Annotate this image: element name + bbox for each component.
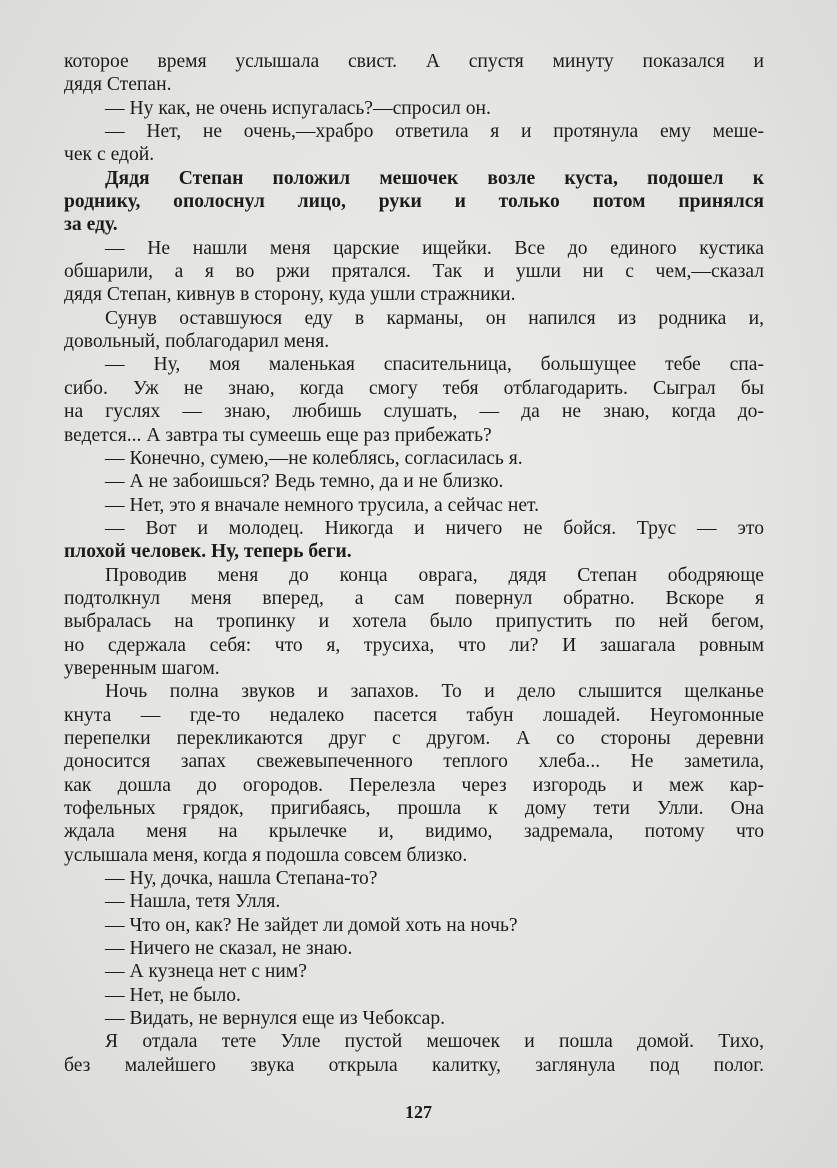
text-line: — Нет, не было.	[105, 984, 241, 1006]
text-line: — Нет, не очень,—храбро ответила я и протянула ему меше-	[105, 121, 764, 143]
text-line: ведется... А завтра ты сумеешь еще раз прибежать?	[64, 424, 492, 446]
text-line: перепелки перекликаются друг с другом. А со стороны деревни	[64, 727, 764, 749]
text-line: как дошла до огородов. Перелезла через изгородь и меж кар-	[64, 774, 764, 796]
text-line: доносится запах свежевыпеченного теплого хлеба... Не заметила,	[64, 751, 764, 773]
text-line: уверенным шагом.	[64, 657, 220, 679]
text-line: — А кузнеца нет с ним?	[105, 961, 307, 983]
text-line: Дядя Степан положил мешочек возле куста, подошел к	[105, 167, 764, 189]
text-line: на гуслях — знаю, любишь слушать, — да не знаю, когда до-	[64, 401, 764, 423]
text-line: выбралась на тропинку и хотела было припустить по ней бегом,	[64, 611, 764, 633]
text-line: — Не нашли меня царские ищейки. Все до единого кустика	[105, 237, 764, 259]
text-line: Проводив меня до конца оврага, дядя Степан ободряюще	[105, 564, 764, 586]
text-line: подтолкнул меня вперед, а сам повернул обратно. Вскоре я	[64, 587, 764, 609]
text-line: плохой человек. Ну, теперь беги.	[64, 541, 352, 563]
text-line: чек с едой.	[64, 144, 155, 166]
text-line: — Что он, как? Не зайдет ли домой хоть на ночь?	[105, 914, 518, 936]
text-line: довольный, поблагодарил меня.	[64, 331, 330, 353]
text-line: — Вот и молодец. Никогда и ничего не бойся. Трус — это	[105, 517, 764, 539]
text-line: — А не забоишься? Ведь темно, да и не близко.	[105, 471, 504, 493]
text-line: Сунув оставшуюся еду в карманы, он напился из родника и,	[105, 307, 764, 329]
text-line: — Ничего не сказал, не знаю.	[105, 938, 353, 960]
text-line: — Нет, это я вначале немного трусила, а сейчас нет.	[105, 494, 540, 516]
text-line: — Ну, моя маленькая спасительница, большущее тебе спа-	[105, 354, 764, 376]
text-line: без малейшего звука открыла калитку, заглянула под полог.	[64, 1054, 764, 1076]
text-line: тофельных грядок, пригибаясь, прошла к дому тети Улли. Она	[64, 798, 764, 819]
text-line: сибо. Уж не знаю, когда смогу тебя отблагодарить. Сыграл бы	[64, 377, 764, 399]
page-number: 127	[405, 1102, 432, 1122]
text-line: роднику, ополоснул лицо, руки и только потом принялся	[64, 191, 764, 213]
text-line: кнута — где-то недалеко пасется табун лошадей. Неугомонные	[64, 704, 764, 726]
text-line: за еду.	[64, 214, 118, 236]
text-line: дядя Степан, кивнув в сторону, куда ушли стражники.	[64, 284, 516, 306]
text-line: — Конечно, сумею,—не колеблясь, согласилась я.	[105, 447, 523, 469]
text-line: — Видать, не вернулся еще из Чебоксар.	[105, 1008, 446, 1030]
text-line: — Ну, дочка, нашла Степана-то?	[105, 868, 378, 890]
text-line: Ночь полна звуков и запахов. То и дело слышится щелканье	[105, 681, 764, 703]
text-line: обшарили, а я во ржи прятался. Так и ушли ни с чем,—сказал	[64, 261, 764, 283]
text-line: услышала меня, когда я подошла совсем близко.	[64, 844, 468, 866]
page-text	[64, 50, 764, 1077]
text-line: дядя Степан.	[64, 74, 172, 96]
text-line: ждала меня на крылечке и, видимо, задремала, потому что	[64, 821, 764, 843]
text-line: — Ну как, не очень испугалась?—спросил он.	[105, 97, 491, 119]
text-line: Я отдала тете Улле пустой мешочек и пошла домой. Тихо,	[105, 1031, 764, 1053]
text-line: — Нашла, тетя Улля.	[105, 891, 281, 913]
text-line: но сдержала себя: что я, трусиха, что ли? И зашагала ровным	[64, 634, 764, 656]
text-line: которое время услышала свист. А спустя минуту показался и	[64, 51, 764, 72]
